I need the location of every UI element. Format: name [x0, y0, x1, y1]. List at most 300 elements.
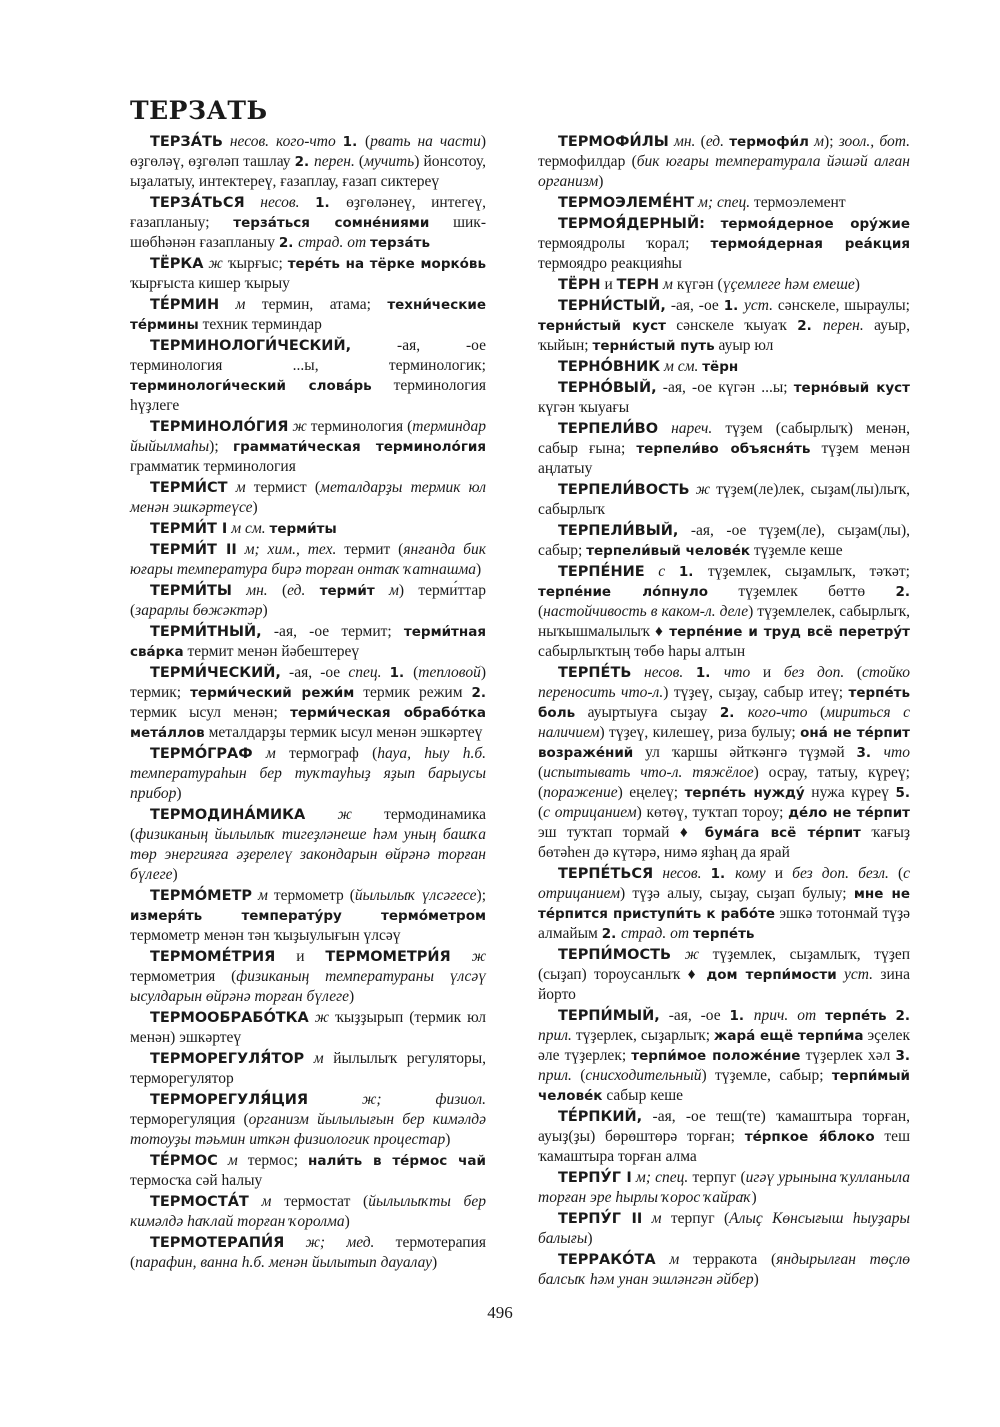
headword: ТЁРН: [558, 277, 601, 293]
headword: ТЕРПЕЛИ́ВОСТЬ: [558, 482, 690, 498]
text: (: [413, 664, 419, 681]
headword: ТЕРПЕЛИ́ВЫЙ,: [558, 523, 679, 539]
text: өҙгөләнеү, интегеү, ғазапланыу;: [130, 194, 486, 231]
text: термит менән йәбештереү: [183, 643, 360, 660]
text: термин, атама;: [261, 296, 388, 313]
italic-text: м: [642, 1210, 671, 1227]
italic-text: м: [252, 745, 290, 762]
text: термик ысул менән;: [130, 704, 291, 721]
italic-text: испытывать что-л. тяжёлое: [543, 764, 754, 781]
text: ) йонсотоу, ыҙалатыу, интектереү, ғазаплау, ғазап сиктереү: [130, 153, 487, 190]
bold-phrase: термоя́дерная реа́кция: [710, 236, 910, 252]
dictionary-entry: [130, 193, 486, 253]
italic-text: несов.: [244, 194, 316, 211]
text: термосҡа сәй һалыу: [130, 1172, 263, 1189]
dictionary-entry: [130, 519, 486, 539]
text: ) көтөү, туҡтап тороу;: [636, 804, 789, 821]
bold-phrase: термоя́дерное ору́жие: [720, 216, 911, 232]
headword: ТЕРПЕ́ТЬСЯ: [558, 866, 654, 882]
dictionary-entry: [130, 336, 486, 416]
text: -ая, -ое: [659, 1007, 730, 1024]
text: (: [354, 153, 365, 170]
dictionary-entry: [130, 1233, 486, 1273]
bold-phrase: терпе́ть боль: [538, 685, 910, 721]
bold-phrase: терпе́ние ло́пнуло: [538, 584, 709, 600]
bold-phrase: 2.: [294, 154, 315, 170]
italic-text: физиканың йылылыҡ тигеҙләнеше һәм уның башҡа төр энергияға әҙерелеү закондарын өйрәнә торған бүлеге: [130, 826, 486, 883]
headword: ТЕ́РПКИЙ,: [558, 1109, 643, 1125]
text: термодинамика (: [130, 806, 486, 843]
dictionary-entry: [538, 1250, 910, 1290]
italic-text: поражение: [543, 784, 618, 801]
headword: ТЕРМООБРАБО́ТКА: [150, 1010, 309, 1026]
text: ҡағыҙ бөтәһен дә күтәрә, нимә яҙһаң да ярай: [538, 824, 910, 861]
text: грамматик терминология: [130, 458, 296, 475]
text: ): [432, 1254, 438, 1271]
headword: ТЕ́РМОС: [150, 1153, 218, 1169]
text: );: [476, 887, 486, 904]
dictionary-entry: [130, 132, 486, 192]
bold-phrase: терми́тная сва́рка: [130, 624, 486, 660]
bold-phrase: 1.: [389, 665, 414, 681]
dictionary-entry: [538, 357, 910, 377]
dictionary-entry: [130, 478, 486, 518]
italic-text: прил.: [538, 1027, 576, 1044]
text: (: [538, 804, 544, 821]
bold-phrase: терпи́мый челове́к: [538, 1068, 910, 1104]
text: ) түҙемле, сабыр;: [701, 1067, 832, 1084]
italic-text: яндырылған төҫлө балсыҡ һәм унан эшләнгән әйбер: [538, 1251, 910, 1288]
bold-phrase: 2.: [471, 685, 487, 701]
italic-text: несов.: [653, 865, 711, 882]
bold-phrase: де́ло не те́рпит: [788, 805, 911, 821]
italic-text: мн.: [231, 582, 282, 599]
dictionary-entry: [130, 254, 486, 294]
italic-text: ж: [450, 948, 487, 965]
italic-text: организм йылылығын бер кимәлдә тотоуҙы тәьмин иткән физиологик процестар: [130, 1111, 486, 1148]
italic-text: несов. кого-что: [222, 133, 343, 150]
text: ул ҡаршы әйткәнгә түҙмәй: [633, 744, 857, 761]
headword: ТЕРМИ́СТ: [150, 480, 228, 496]
italic-text: м; спец.: [631, 1169, 693, 1186]
dictionary-entry: [538, 521, 910, 561]
text: и: [275, 948, 326, 965]
dictionary-entry: [130, 540, 486, 580]
italic-text: ж: [671, 946, 713, 963]
text: ) түҙемлелек, сабырлыҡ, ныҡышмалылыҡ ♦: [538, 603, 910, 640]
text: ): [252, 499, 258, 516]
text: ) түҙә алыу, сыҙау, сыҙап булыу;: [619, 885, 854, 902]
italic-text: зарарлы бөжәктәр: [135, 602, 263, 619]
dictionary-entry: [130, 1090, 486, 1150]
bold-phrase: бума́га всё те́рпит: [704, 825, 861, 841]
headword: ТЕРМОРЕГУЛЯ́ТОР: [150, 1051, 305, 1067]
bold-phrase: 2.: [719, 705, 748, 721]
italic-text: без доп.: [783, 664, 857, 681]
text: күгән ҡыуағы: [538, 399, 630, 416]
headword: ТЕРМОРЕГУЛЯ́ЦИЯ: [150, 1092, 309, 1108]
bold-phrase: терпи́мое положе́ние: [631, 1048, 801, 1064]
text: -ая, -ое термит;: [261, 623, 404, 640]
italic-text: м; спец.: [694, 194, 754, 211]
text: (: [538, 603, 544, 620]
italic-text: что: [883, 744, 910, 761]
italic-text: с отрицанием: [543, 804, 637, 821]
text: -ая, -ое теш(те) ҡамаштыра торған, ауыҙ(ҙы) бөрөштөрә торған;: [538, 1108, 910, 1145]
headword: ТЕРНИ́СТЫЙ,: [558, 298, 666, 314]
dictionary-entry: [538, 1006, 910, 1106]
italic-text: уст.: [743, 297, 778, 314]
italic-text: без доп. безл.: [792, 865, 898, 882]
text: ) терми́ттар (: [130, 582, 486, 619]
text: термометрия (: [130, 968, 237, 985]
italic-text: терминдар йыйылмаһы: [130, 418, 487, 455]
bold-phrase: терми́т: [319, 583, 375, 599]
headword: ТЕРМИНОЛОГИ́ЧЕСКИЙ,: [150, 338, 352, 354]
bold-phrase: терпе́ть: [825, 1008, 887, 1024]
italic-text: ж: [288, 418, 311, 435]
text: и: [600, 276, 617, 293]
dictionary-entry: [538, 378, 910, 418]
dictionary-entry: [538, 193, 910, 213]
bold-phrase: терпе́ть нужду́: [684, 785, 805, 801]
text: терморегуляция (: [130, 1111, 249, 1128]
text: сабыр кеше: [602, 1087, 684, 1104]
dictionary-entry: [130, 1049, 486, 1089]
italic-text: несов.: [631, 664, 696, 681]
dictionary-entry: [538, 663, 910, 863]
text: ): [349, 988, 355, 1005]
text: түҙем менән аңлатыу: [538, 440, 910, 477]
bold-phrase: 1.: [678, 564, 708, 580]
italic-text: м: [304, 1050, 334, 1067]
bold-phrase: она́ не те́рпит возраже́ний: [538, 725, 910, 761]
italic-text: ж: [689, 481, 717, 498]
text: ): [753, 1271, 759, 1288]
text: терпуг (: [670, 1210, 730, 1227]
italic-text: Алыҫ Көнсығыш һыуҙары балығы: [538, 1210, 910, 1247]
italic-text: м см.: [660, 358, 703, 375]
italic-text: прич. от: [753, 1007, 826, 1024]
page-header-word: ТЕРЗАТЬ: [130, 96, 268, 125]
text: -ая, -ое: [665, 297, 724, 314]
bold-phrase: 2.: [797, 318, 823, 334]
italic-text: рвать на части: [370, 133, 481, 150]
text: терракота (: [693, 1251, 777, 1268]
italic-text: физиканың температураны үлсәү ысулдарын өйрәнә торған бүлеге: [130, 968, 486, 1005]
bold-phrase: техни́ческие те́рмины: [130, 297, 486, 333]
headword: ТЕРМОЭЛЕМЕ́НТ: [558, 195, 695, 211]
dictionary-entry: [538, 1209, 910, 1249]
headword: ТЕРНО́ВЫЙ,: [558, 380, 657, 396]
text: ) түҙеү, сыҙау, сабыр итеү;: [663, 684, 849, 701]
dictionary-entry: [538, 864, 910, 944]
headword: ТЕРМОФИ́ЛЫ: [558, 134, 669, 150]
text: эшкә тотонмай түҙә алмайым: [538, 905, 910, 942]
dictionary-entry: [130, 1192, 486, 1232]
bold-phrase: терни́стый куст: [538, 318, 666, 334]
text: ): [262, 602, 268, 619]
text: теш ҡамаштыра торған алма: [538, 1128, 911, 1165]
text: термограф (: [289, 745, 378, 762]
text: [705, 215, 721, 232]
text: );: [209, 438, 234, 455]
italic-text: зоол., бот.: [838, 133, 910, 150]
bold-phrase: терпели́во объясня́ть: [636, 441, 811, 457]
text: (: [580, 1067, 586, 1084]
headword: ТЕРПУ́Г II: [558, 1211, 643, 1227]
bold-phrase: терминологи́ческий слова́рь: [130, 378, 372, 394]
headword: ТЕРМОМЕТРИ́Я: [325, 949, 451, 965]
italic-text: ж: [305, 806, 385, 823]
text: (: [281, 582, 288, 599]
text: түҙем(ле)лек, сыҙам(лы)лыҡ, сабырлыҡ: [538, 481, 910, 518]
italic-text: спец.: [348, 664, 390, 681]
page-number: 496: [487, 1303, 513, 1322]
text: (: [897, 865, 904, 882]
bold-phrase: 5.: [895, 785, 911, 801]
text: ҡыҙҙырып (термик юл менән) эшкәртеү: [130, 1009, 487, 1046]
italic-text: снисходительный: [585, 1067, 702, 1084]
italic-text: м: [252, 887, 274, 904]
text: түҙерлек хәл: [800, 1047, 896, 1064]
bold-phrase: 2.: [601, 926, 621, 942]
bold-phrase: тере́ть на тёрке морко́вь: [287, 256, 486, 272]
text: термоэлемент: [753, 194, 846, 211]
text: ауыртыуға сыҙау: [575, 704, 720, 721]
text: );: [824, 133, 839, 150]
text: ): [751, 1189, 757, 1206]
dictionary-entry: [130, 886, 486, 946]
text: нужа күреү: [804, 784, 896, 801]
bold-phrase: терно́вый куст: [793, 380, 910, 396]
text: (: [700, 133, 706, 150]
text: термометр менән тән ҡыҙыулығын үлсәү: [130, 927, 401, 944]
text: түҙерлек, сыҙарлыҡ;: [575, 1027, 714, 1044]
headword: ТЕРПИ́МЫЙ,: [558, 1008, 660, 1024]
text: термостат (: [284, 1193, 369, 1210]
bold-phrase: терни́стый путь: [592, 338, 715, 354]
italic-text: страд. от: [620, 925, 693, 942]
text: түҙем (сабырлыҡ) менән, сабыр ғына;: [538, 420, 910, 457]
bold-phrase: терпели́вый челове́к: [586, 543, 751, 559]
dictionary-entry: [538, 296, 910, 356]
headword: ТЕРМИ́ЧЕСКИЙ,: [150, 665, 281, 681]
bold-phrase: терми́ческая обрабо́тка мета́ллов: [130, 705, 486, 741]
bold-phrase: 3.: [895, 1048, 910, 1064]
headword: ТЕРПЕ́НИЕ: [558, 564, 645, 580]
italic-text: с: [644, 563, 679, 580]
italic-text: мучить: [364, 153, 415, 170]
italic-text: игәү урынына ҡулланыла торған эре һырлы ҡорос ҡайраҡ: [538, 1169, 910, 1206]
text: терминология (: [310, 418, 413, 435]
italic-text: кому: [735, 865, 775, 882]
text: термист (: [253, 479, 321, 496]
dictionary-entry: [130, 947, 486, 1007]
italic-text: стойко переносить что-л.: [538, 664, 910, 701]
bold-phrase: мне не те́рпится приступи́ть к рабо́те: [538, 886, 910, 922]
italic-text: һауа, һыу һ.б. температураһын бер туҡтауһыҙ яҙып барыусы прибор: [130, 745, 486, 802]
bold-phrase: 1.: [695, 665, 724, 681]
dictionary-entry: [538, 214, 910, 274]
bold-phrase: жара́ ещё терпи́ма: [713, 1028, 864, 1044]
headword: ТЕРМО́ГРАФ: [150, 746, 253, 762]
dictionary-entry: [538, 480, 910, 520]
text: ҡырғыс;: [227, 255, 288, 272]
italic-text: м: [374, 582, 399, 599]
dictionary-entry: [130, 295, 486, 335]
text: термометр (: [273, 887, 355, 904]
headword: ТЕРМО́МЕТР: [150, 888, 253, 904]
italic-text: м см.: [227, 520, 270, 537]
headword: ТЕРПУ́Г I: [558, 1170, 632, 1186]
text: -ая, -ое түҙем(ле), сыҙам(лы), сабыр;: [538, 522, 910, 559]
headword: ТЁРКА: [150, 256, 204, 272]
text: терминология һүҙлеге: [130, 377, 486, 414]
text: күгән (: [676, 276, 723, 293]
italic-text: что: [723, 664, 763, 681]
headword: ТЕРЗА́ТЬ: [150, 134, 223, 150]
bold-phrase: 2.: [278, 235, 299, 251]
headword: ТЕРПЕЛИ́ВО: [558, 421, 659, 437]
dictionary-entry: [130, 581, 486, 621]
dictionary-entry: [130, 1008, 486, 1048]
bold-phrase: тёрн: [702, 359, 739, 375]
bold-phrase: граммати́ческая терминоло́гия: [233, 439, 486, 455]
headword: ТЕРМОСТА́Т: [150, 1194, 249, 1210]
bold-phrase: терза́ться сомне́ниями: [233, 215, 430, 231]
text: (: [856, 664, 863, 681]
dictionary-entry: [130, 1151, 486, 1191]
text: сәнскеле, шыраулы;: [777, 297, 910, 314]
headword: ТЕРНО́ВНИК: [558, 359, 661, 375]
dictionary-entry: [538, 132, 910, 192]
text: ): [598, 173, 604, 190]
italic-text: перен.: [314, 153, 355, 170]
bold-phrase: терпе́ние и труд всё перетру́т: [669, 624, 910, 640]
italic-text: м; хим., тех.: [236, 541, 345, 558]
bold-phrase: термофи́л: [729, 134, 809, 150]
text: түҙемлек, сыҙамлыҡ, тәҡәт;: [707, 563, 910, 580]
text: ): [854, 276, 860, 293]
text: ауыр юл: [714, 337, 774, 354]
italic-text: перен.: [822, 317, 875, 334]
italic-text: м: [659, 276, 677, 293]
dictionary-entry: [130, 622, 486, 662]
italic-text: ж: [308, 1009, 335, 1026]
italic-text: м: [227, 479, 254, 496]
italic-text: металдарҙы термик юл менән эшкәртеүсе: [130, 479, 486, 516]
text: сәнскеле ҡыуаҡ: [665, 317, 798, 334]
text: ): [445, 1131, 451, 1148]
text: ): [587, 1230, 593, 1247]
text: эш туҡтап тормай ♦: [538, 824, 705, 841]
text: -ая, -ое терминология ...ы, терминологик;: [130, 337, 486, 374]
text: ) еңелеү;: [617, 784, 685, 801]
text: ): [476, 561, 482, 578]
text: -ая, -ое күгән ...ы;: [656, 379, 794, 396]
italic-text: тепловой: [418, 664, 481, 681]
bold-phrase: 1.: [315, 195, 347, 211]
headword: ТЕРМОТЕРАПИ́Я: [150, 1235, 285, 1251]
italic-text: кого-что: [747, 704, 820, 721]
italic-text: парафин, ванна һ.б. менән йылытып дауалау: [135, 1254, 433, 1271]
italic-text: ед.: [287, 582, 320, 599]
dictionary-entry: [538, 945, 910, 1005]
italic-text: ж; физиол.: [308, 1091, 486, 1108]
bold-phrase: 1.: [723, 298, 744, 314]
text: (: [538, 764, 544, 781]
dictionary-entry: [538, 1168, 910, 1208]
text: терпуг (: [692, 1169, 746, 1186]
text: металдарҙы термик ысул менән эшкәртеү: [204, 724, 483, 741]
headword: ТЕРРАКО́ТА: [558, 1252, 656, 1268]
italic-text: страд. от: [298, 234, 371, 251]
italic-text: нареч.: [658, 420, 726, 437]
italic-text: м: [217, 1152, 248, 1169]
italic-text: прил.: [538, 1067, 581, 1084]
bold-phrase: дом терпи́мости: [706, 967, 837, 983]
headword: ТЕРМИ́ТЫ: [150, 583, 232, 599]
italic-text: м: [808, 133, 825, 150]
dictionary-entry: [130, 417, 486, 477]
italic-text: үҫемлеге һәм емеше: [722, 276, 855, 293]
text: шик-шөбһәнән ғазапланыу: [130, 214, 486, 251]
headword: ТЕРМИ́Т I: [150, 521, 228, 537]
italic-text: ж: [203, 255, 228, 272]
headword: ТЕРМИ́Т II: [150, 542, 237, 558]
italic-text: янғанда бик юғары температура бирә торған онтаҡ ҡатнашма: [130, 541, 486, 578]
italic-text: м: [248, 1193, 285, 1210]
bold-phrase: измеря́ть температу́ру термо́метром: [130, 908, 486, 924]
text: түҙемлек бөттө: [708, 583, 896, 600]
dictionary-entry: [538, 562, 910, 662]
italic-text: йылылыҡты бер кимәлдә һаҡлай торған ҡоролма: [130, 1193, 486, 1230]
italic-text: бик юғары температурала йәшәй алған организм: [538, 153, 910, 190]
text: термос;: [247, 1152, 309, 1169]
text: эҫелек әле түҙерлек;: [538, 1027, 911, 1064]
bold-phrase: 1.: [729, 1008, 754, 1024]
headword: ТЕРМОЯ́ДЕРНЫЙ:: [558, 216, 705, 232]
dictionary-entry: [538, 419, 910, 479]
text: термоядро реакцияһы: [538, 255, 682, 272]
italic-text: м: [219, 296, 262, 313]
bold-phrase: 3.: [856, 745, 884, 761]
bold-phrase: 2.: [895, 1008, 910, 1024]
italic-text: уст.: [836, 966, 881, 983]
bold-phrase: 1.: [342, 134, 365, 150]
headword: ТЕРН: [616, 277, 660, 293]
text: ) өҙгөләү, өҙгөләп ташлау: [130, 133, 487, 170]
dictionary-entry: [130, 805, 486, 885]
text: ) осрау, татыу, күреү; (: [538, 764, 910, 801]
text: ауыр, ҡыйын;: [538, 317, 910, 354]
text: ) түҙеү, килешеү, риза булыу;: [599, 724, 801, 741]
bold-phrase: те́рпкое я́блоко: [744, 1129, 875, 1145]
bold-phrase: терми́ты: [269, 521, 337, 537]
headword: ТЕРМИНОЛО́ГИЯ: [150, 419, 289, 435]
italic-text: м: [655, 1251, 694, 1268]
dictionary-entry: [130, 663, 486, 743]
text: ): [344, 1213, 350, 1230]
text: техник терминдар: [198, 316, 322, 333]
text: термоядролы ҡорал;: [538, 235, 711, 252]
text: термит (: [344, 541, 404, 558]
text: термик режим: [354, 684, 472, 701]
text: ): [172, 866, 178, 883]
italic-text: ж; мед.: [284, 1234, 396, 1251]
text: сабырлыҡтың төбө һары алтын: [538, 643, 746, 660]
